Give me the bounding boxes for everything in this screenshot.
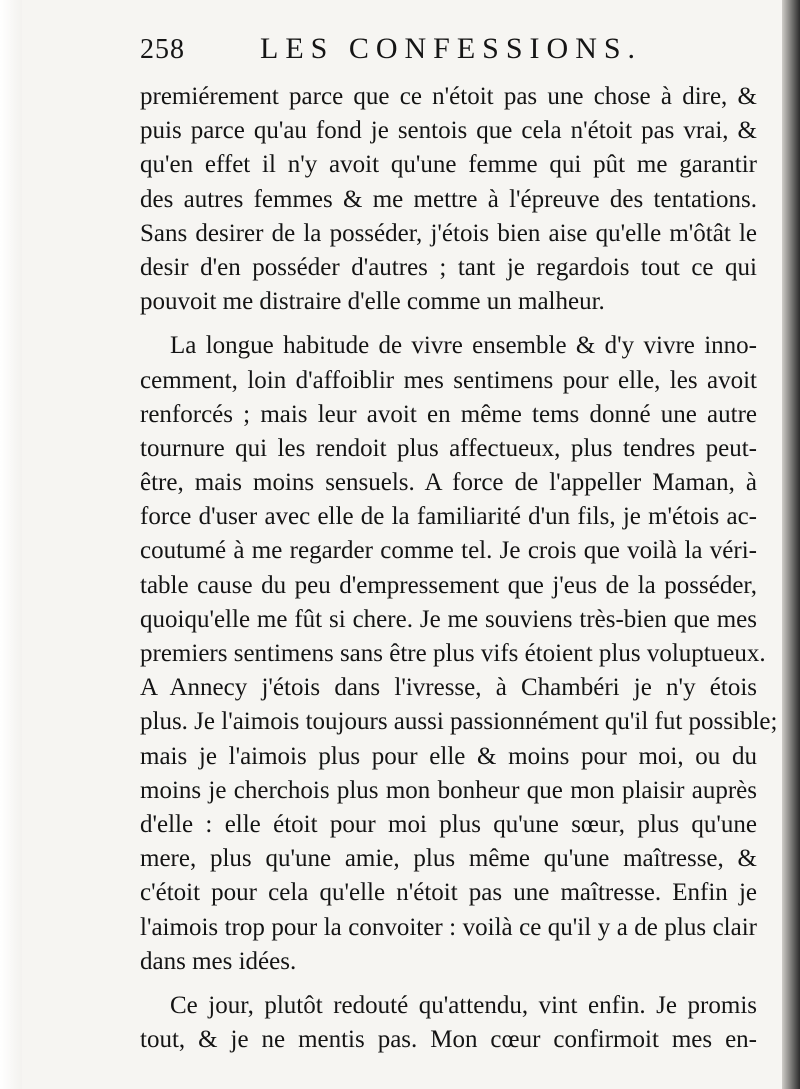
text-line: mais je l'aimois plus pour elle & moins pour moi, ou du (140, 742, 757, 770)
text-line: pouvoit me distraire d'elle comme un malheur. (140, 288, 605, 316)
text-line: des autres femmes & me mettre à l'épreuve des tentations. (140, 185, 757, 213)
text-line: d'elle : elle étoit pour moi plus qu'une sœur, plus qu'une (140, 810, 757, 838)
page-left-margin (0, 0, 22, 1089)
text-line: puis parce qu'au fond je sentois que cela n'étoit pas vrai, & (140, 117, 757, 145)
text-line: être, mais moins sensuels. A force de l'appeller Maman, à (140, 469, 757, 497)
text-line: Ce jour, plutôt redouté qu'attendu, vint enfin. Je promis (170, 991, 757, 1019)
text-line: tout, & je ne mentis pas. Mon cœur confirmoit mes en- (140, 1026, 757, 1054)
paragraph-3 (140, 989, 757, 1057)
running-title: LES CONFESSIONS. (260, 32, 643, 65)
text-line: c'étoit pour cela qu'elle n'étoit pas une maîtresse. Enfin je (140, 879, 757, 907)
text-line: premiérement parce que ce n'étoit pas une chose à dire, & (140, 83, 757, 110)
text-line: tournure qui les rendoit plus affectueux, plus tendres peut- (140, 434, 757, 462)
text-line: desir d'en posséder d'autres ; tant je regardois tout ce qui (140, 253, 757, 281)
text-line: La longue habitude de vivre ensemble & d'y vivre inno- (170, 332, 757, 360)
page-number: 258 (140, 34, 185, 65)
text-line: premiers sentimens sans être plus vifs étoient plus voluptueux. (140, 640, 766, 667)
text-line: table cause du peu d'empressement que j'eus de la posséder, (140, 571, 757, 599)
paragraph-1 (140, 80, 757, 319)
text-line: A Annecy j'étois dans l'ivresse, à Chambéri je n'y étois (140, 674, 757, 702)
text-line: l'aimois trop pour la convoiter : voilà ce qu'il y a de plus clair (140, 913, 757, 941)
text-line: cemment, loin d'affoiblir mes sentimens pour elle, les avoit (140, 366, 757, 394)
page-gutter-shadow (782, 0, 800, 1089)
text-line: quoiqu'elle me fût si chere. Je me souviens très-bien que mes (140, 605, 757, 633)
text-line: force d'user avec elle de la familiarité d'un fils, je m'étois ac- (140, 503, 757, 531)
paragraph-2 (140, 329, 778, 979)
body-text (140, 80, 778, 1067)
text-line: renforcés ; mais leur avoit en même tems donné une autre (140, 400, 757, 428)
text-line: mere, plus qu'une amie, plus même qu'une maîtresse, & (140, 845, 757, 873)
text-line: moins je cherchois plus mon bonheur que mon plaisir auprès (140, 776, 757, 804)
text-line: dans mes idées. (140, 947, 297, 975)
text-line: qu'en effet il n'y avoit qu'une femme qui pût me garantir (140, 151, 757, 179)
page-header (140, 30, 760, 70)
text-line: coutumé à me regarder comme tel. Je crois que voilà la véri- (140, 537, 757, 565)
text-line: Sans desirer de la posséder, j'étois bien aise qu'elle m'ôtât le (140, 219, 757, 247)
text-line: plus. Je l'aimois toujours aussi passionnément qu'il fut possible; (140, 708, 778, 736)
